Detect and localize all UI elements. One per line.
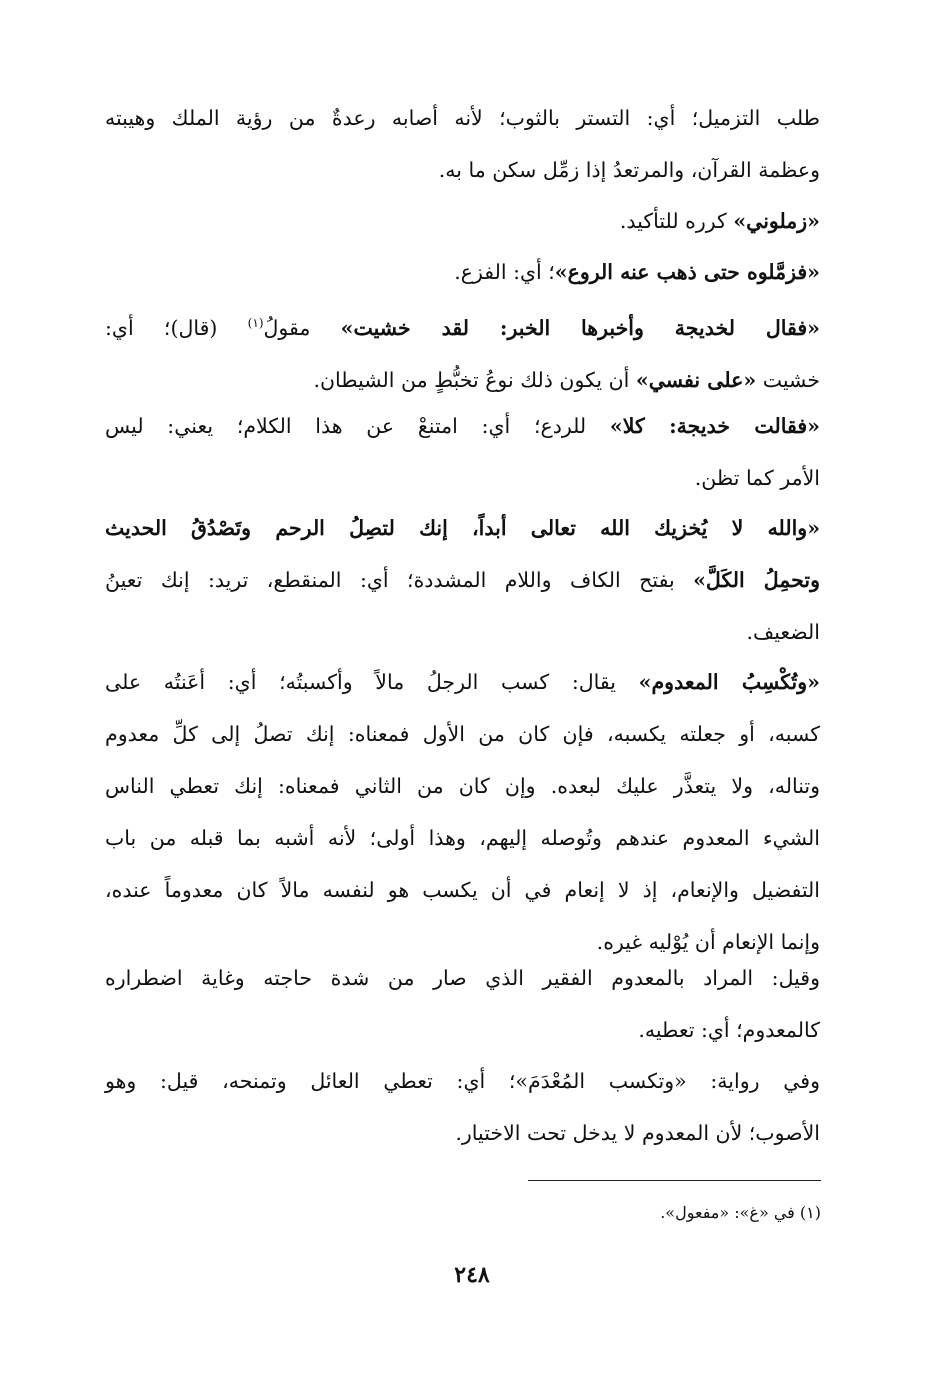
text-run: للردع؛ أي: امتنعْ عن هذا الكلام؛ يعني: ليس — [105, 414, 610, 438]
paragraph-6 — [105, 502, 820, 658]
text-line — [105, 502, 820, 554]
text-run: طلب التزميل؛ أي: التستر بالثوب؛ لأنه أصابه رعدةٌ من رؤية الملك وهيبته — [105, 106, 820, 130]
paragraph-8 — [105, 952, 820, 1056]
text-run: بفتح الكاف واللام المشددة؛ أي: المنقطع، تريد: إنك تعينُ — [105, 568, 694, 592]
text-line — [105, 144, 820, 196]
text-run: الأمر كما تظن. — [694, 466, 820, 490]
text-line — [105, 708, 820, 760]
bold-quote: «زملوني» — [733, 209, 820, 233]
text-line — [105, 400, 820, 452]
paragraph-4 — [105, 297, 820, 406]
paragraph-1 — [105, 92, 820, 196]
text-line — [105, 1004, 820, 1056]
footnote-ref: (١) — [247, 316, 264, 330]
text-run: يقال: كسب الرجلُ مالاً وأكسبتُه؛ أي: أعَنتُه على — [105, 670, 639, 694]
text-line — [105, 812, 820, 864]
page-number: ٢٤٨ — [454, 1262, 490, 1288]
text-run: وفي رواية: «وتكسب المُعْدَمَ»؛ أي: تعطي العائل وتمنحه، قيل: وهو — [105, 1069, 820, 1093]
text-run: الضعيف. — [746, 620, 820, 644]
text-run: (قال)؛ أي: — [105, 315, 248, 340]
bold-quote: «فقالت خديجة: كلا» — [609, 414, 820, 438]
text-line — [105, 1107, 820, 1159]
text-run: كالمعدوم؛ أي: تعطيه. — [638, 1018, 820, 1042]
bold-quote: «على نفسي» — [635, 367, 757, 392]
paragraph-7 — [105, 656, 820, 968]
text-line — [105, 195, 820, 247]
text-run: خشيت — [756, 367, 820, 392]
bold-quote: «فزمَّلوه حتى ذهب عنه الروع» — [554, 260, 820, 284]
text-run: مقولُ — [263, 315, 341, 340]
bold-quote: «فقال لخديجة وأخبرها الخبر: لقد خشيت» — [340, 315, 820, 340]
text-line — [105, 760, 820, 812]
text-run: التفضيل والإنعام، إذ لا إنعام في أن يكسب هو لنفسه مالاً كان معدوماً عنده، — [105, 878, 820, 902]
paragraph-3 — [105, 246, 820, 298]
footnote-separator — [528, 1180, 821, 1181]
text-line — [105, 864, 820, 916]
text-line — [105, 452, 820, 504]
bold-quote: «وتُكْسِبُ المعدوم» — [638, 670, 820, 694]
footnote: (١) في «غ»: «مفعول». — [660, 1203, 821, 1222]
text-run: ؛ أي: الفزع. — [454, 260, 555, 284]
paragraph-5 — [105, 400, 820, 504]
paragraph-9 — [105, 1055, 820, 1159]
text-run: وتناله، ولا يتعذَّر عليك لبعده. وإن كان من الثاني فمعناه: إنك تعطي الناس — [105, 774, 820, 798]
text-run: الأصوب؛ لأن المعدوم لا يدخل تحت الاختيار. — [455, 1121, 820, 1145]
text-line — [105, 246, 820, 298]
text-line — [105, 606, 820, 658]
text-run: وقيل: المراد بالمعدوم الفقير الذي صار من شدة حاجته وغاية اضطراره — [105, 966, 820, 990]
text-line — [105, 354, 820, 406]
text-run: أن يكون ذلك نوعُ تخبُّطٍ من الشيطان. — [313, 367, 636, 392]
bold-quote: «والله لا يُخزيك الله تعالى أبداً، إنك لتصِلُ الرحم وتَصْدُقُ الحديث — [105, 516, 820, 540]
text-line — [105, 952, 820, 1004]
text-line — [105, 554, 820, 606]
text-run: كسبه، أو جعلته يكسبه، فإن كان من الأول فمعناه: إنك تصلُ إلى كلِّ معدوم — [105, 722, 820, 746]
paragraph-2 — [105, 195, 820, 247]
text-line — [105, 92, 820, 144]
text-run: وإنما الإنعام أن يُوْليه غيره. — [596, 930, 820, 954]
text-run: وعظمة القرآن، والمرتعدُ إذا زمِّل سكن ما به. — [438, 158, 820, 182]
text-run: كرره للتأكيد. — [619, 209, 734, 233]
text-line — [105, 1055, 820, 1107]
bold-quote: وتحمِلُ الكَلَّ» — [693, 568, 820, 592]
text-run: الشيء المعدوم عندهم وتُوصله إليهم، وهذا أولى؛ لأنه أشبه بما قبله من باب — [105, 826, 820, 850]
text-line — [105, 297, 820, 354]
text-line — [105, 656, 820, 708]
